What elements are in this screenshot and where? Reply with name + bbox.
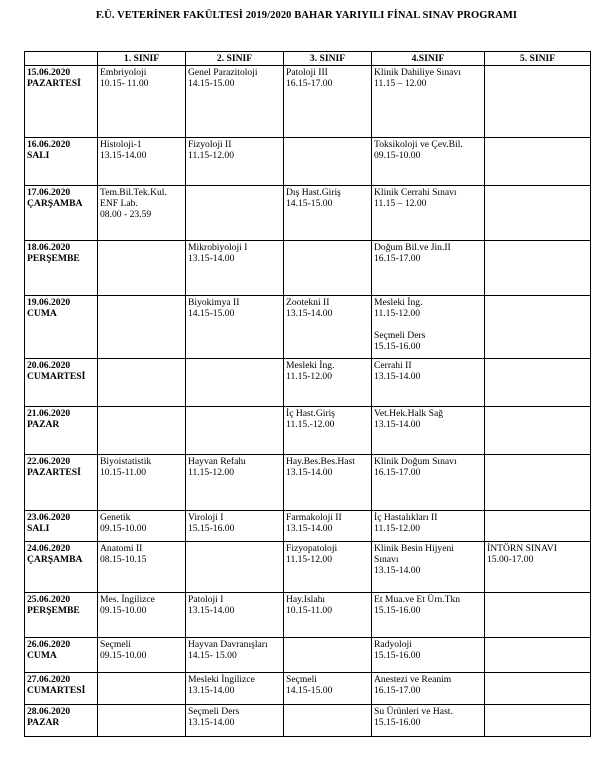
date-cell: 16.06.2020 SALI	[25, 138, 98, 186]
exam-cell-class-4: Su Ürünleri ve Hast. 15.15-16.00	[372, 705, 485, 737]
page-title: F.Ü. VETERİNER FAKÜLTESİ 2019/2020 BAHAR YARIYILI FİNAL SINAV PROGRAMI	[95, 10, 518, 21]
exam-cell-class-3	[284, 638, 372, 673]
exam-cell-class-5	[485, 359, 591, 407]
table-row	[25, 455, 591, 511]
exam-cell-class-3: Dış Hast.Giriş 14.15-15.00	[284, 186, 372, 241]
table-row	[25, 138, 591, 186]
exam-cell-class-3	[284, 241, 372, 296]
exam-cell-class-5	[485, 241, 591, 296]
exam-cell-class-4: Toksikoloji ve Çev.Bil. 09.15-10.00	[372, 138, 485, 186]
exam-cell-class-3: Farmakoloji II 13.15-14.00	[284, 511, 372, 542]
table-row	[25, 511, 591, 542]
exam-cell-class-2	[186, 407, 284, 455]
date-cell: 18.06.2020 PERŞEMBE	[25, 241, 98, 296]
exam-cell-class-5	[485, 407, 591, 455]
exam-cell-class-4: Klinik Cerrahi Sınavı 11.15 – 12.00	[372, 186, 485, 241]
exam-schedule-table	[24, 51, 591, 737]
exam-cell-class-1: Biyoistatistik 10.15-11.00	[98, 455, 186, 511]
table-row	[25, 638, 591, 673]
exam-cell-class-3: Hay.Islahı 10.15-11.00	[284, 593, 372, 638]
exam-cell-class-1: Genetik 09.15-10.00	[98, 511, 186, 542]
table-row	[25, 359, 591, 407]
exam-cell-class-4: Cerrahi II 13.15-14.00	[372, 359, 485, 407]
exam-cell-class-1: Seçmeli 09.15-10.00	[98, 638, 186, 673]
date-cell: 23.06.2020 SALI	[25, 511, 98, 542]
date-cell: 15.06.2020 PAZARTESİ	[25, 66, 98, 138]
exam-cell-class-4: Vet.Hek.Halk Sağ 13.15-14.00	[372, 407, 485, 455]
exam-cell-class-2	[186, 186, 284, 241]
exam-cell-class-3: Fizyopatoloji 11.15-12.00	[284, 542, 372, 593]
exam-cell-class-2: Seçmeli Ders 13.15-14.00	[186, 705, 284, 737]
exam-cell-class-4: İç Hastalıkları II 11.15-12.00	[372, 511, 485, 542]
header-class-1: 1. SINIF	[98, 52, 186, 66]
exam-cell-class-4: Klinik Besin Hijyeni Sınavı 13.15-14.00	[372, 542, 485, 593]
exam-cell-class-2: Mikrobiyoloji I 13.15-14.00	[186, 241, 284, 296]
date-cell: 24.06.2020 ÇARŞAMBA	[25, 542, 98, 593]
exam-cell-class-5: İNTÖRN SINAVI 15.00-17.00	[485, 542, 591, 593]
date-cell: 20.06.2020 CUMARTESİ	[25, 359, 98, 407]
exam-cell-class-2: Hayvan Refahı 11.15-12.00	[186, 455, 284, 511]
exam-cell-class-3: Zootekni II 13.15-14.00	[284, 296, 372, 359]
date-cell: 19.06.2020 CUMA	[25, 296, 98, 359]
exam-cell-class-4: Mesleki İng. 11.15-12.00 Seçmeli Ders 15.15-16.00	[372, 296, 485, 359]
table-row	[25, 407, 591, 455]
exam-cell-class-5	[485, 673, 591, 705]
table-row	[25, 705, 591, 737]
exam-cell-class-5	[485, 455, 591, 511]
exam-cell-class-1	[98, 359, 186, 407]
exam-cell-class-1: Tem.Bil.Tek.Kul. ENF Lab. 08.00 - 23.59	[98, 186, 186, 241]
exam-cell-class-1: Embriyoloji 10.15- 11.00	[98, 66, 186, 138]
date-cell: 17.06.2020 ÇARŞAMBA	[25, 186, 98, 241]
header-class-4: 4.SINIF	[372, 52, 485, 66]
exam-cell-class-2: Patoloji I 13.15-14.00	[186, 593, 284, 638]
exam-cell-class-5	[485, 296, 591, 359]
date-cell: 27.06.2020 CUMARTESİ	[25, 673, 98, 705]
date-cell: 25.06.2020 PERŞEMBE	[25, 593, 98, 638]
exam-cell-class-2: Viroloji I 15.15-16.00	[186, 511, 284, 542]
header-date	[25, 52, 98, 66]
exam-cell-class-3	[284, 138, 372, 186]
exam-cell-class-4: Radyoloji 15.15-16.00	[372, 638, 485, 673]
exam-cell-class-5	[485, 705, 591, 737]
table-header-row	[25, 52, 591, 66]
exam-cell-class-1	[98, 296, 186, 359]
exam-cell-class-5	[485, 66, 591, 138]
exam-cell-class-5	[485, 638, 591, 673]
exam-cell-class-4: Doğum Bil.ve Jin.II 16.15-17.00	[372, 241, 485, 296]
date-cell: 26.06.2020 CUMA	[25, 638, 98, 673]
date-cell: 28.06.2020 PAZAR	[25, 705, 98, 737]
exam-cell-class-1	[98, 407, 186, 455]
exam-cell-class-3	[284, 705, 372, 737]
exam-cell-class-3: İç Hast.Giriş 11.15.-12.00	[284, 407, 372, 455]
exam-cell-class-2	[186, 359, 284, 407]
table-row	[25, 673, 591, 705]
table-row	[25, 542, 591, 593]
exam-cell-class-3: Seçmeli 14.15-15.00	[284, 673, 372, 705]
table-row	[25, 593, 591, 638]
exam-cell-class-1: Histoloji-1 13.15-14.00	[98, 138, 186, 186]
exam-cell-class-5	[485, 593, 591, 638]
exam-cell-class-4: Klinik Dahiliye Sınavı 11.15 – 12.00	[372, 66, 485, 138]
exam-cell-class-1	[98, 705, 186, 737]
exam-cell-class-2: Mesleki İngilizce 13.15-14.00	[186, 673, 284, 705]
exam-cell-class-3: Hay.Bes.Bes.Hast 13.15-14.00	[284, 455, 372, 511]
exam-cell-class-2: Hayvan Davranışları 14.15- 15.00	[186, 638, 284, 673]
exam-cell-class-2: Fizyoloji II 11.15-12.00	[186, 138, 284, 186]
header-class-3: 3. SINIF	[284, 52, 372, 66]
exam-cell-class-2: Biyokimya II 14.15-15.00	[186, 296, 284, 359]
exam-cell-class-1	[98, 673, 186, 705]
header-class-2: 2. SINIF	[186, 52, 284, 66]
exam-cell-class-5	[485, 186, 591, 241]
table-row	[25, 66, 591, 138]
header-class-5: 5. SINIF	[485, 52, 591, 66]
exam-cell-class-2: Genel Parazitoloji 14.15-15.00	[186, 66, 284, 138]
exam-cell-class-1: Anatomi II 08.15-10.15	[98, 542, 186, 593]
date-cell: 22.06.2020 PAZARTESİ	[25, 455, 98, 511]
table-row	[25, 241, 591, 296]
table-row	[25, 186, 591, 241]
exam-cell-class-5	[485, 511, 591, 542]
exam-cell-class-5	[485, 138, 591, 186]
exam-cell-class-4: Anestezi ve Reanim 16.15-17.00	[372, 673, 485, 705]
table-row	[25, 296, 591, 359]
exam-cell-class-4: Et Mua.ve Et Ürn.Tkn 15.15-16.00	[372, 593, 485, 638]
exam-cell-class-1: Mes. İngilizce 09.15-10.00	[98, 593, 186, 638]
exam-cell-class-3: Patoloji III 16.15-17.00	[284, 66, 372, 138]
date-cell: 21.06.2020 PAZAR	[25, 407, 98, 455]
exam-cell-class-3: Mesleki İng. 11.15-12.00	[284, 359, 372, 407]
exam-cell-class-4: Klinik Doğum Sınavı 16.15-17.00	[372, 455, 485, 511]
exam-cell-class-1	[98, 241, 186, 296]
exam-cell-class-2	[186, 542, 284, 593]
